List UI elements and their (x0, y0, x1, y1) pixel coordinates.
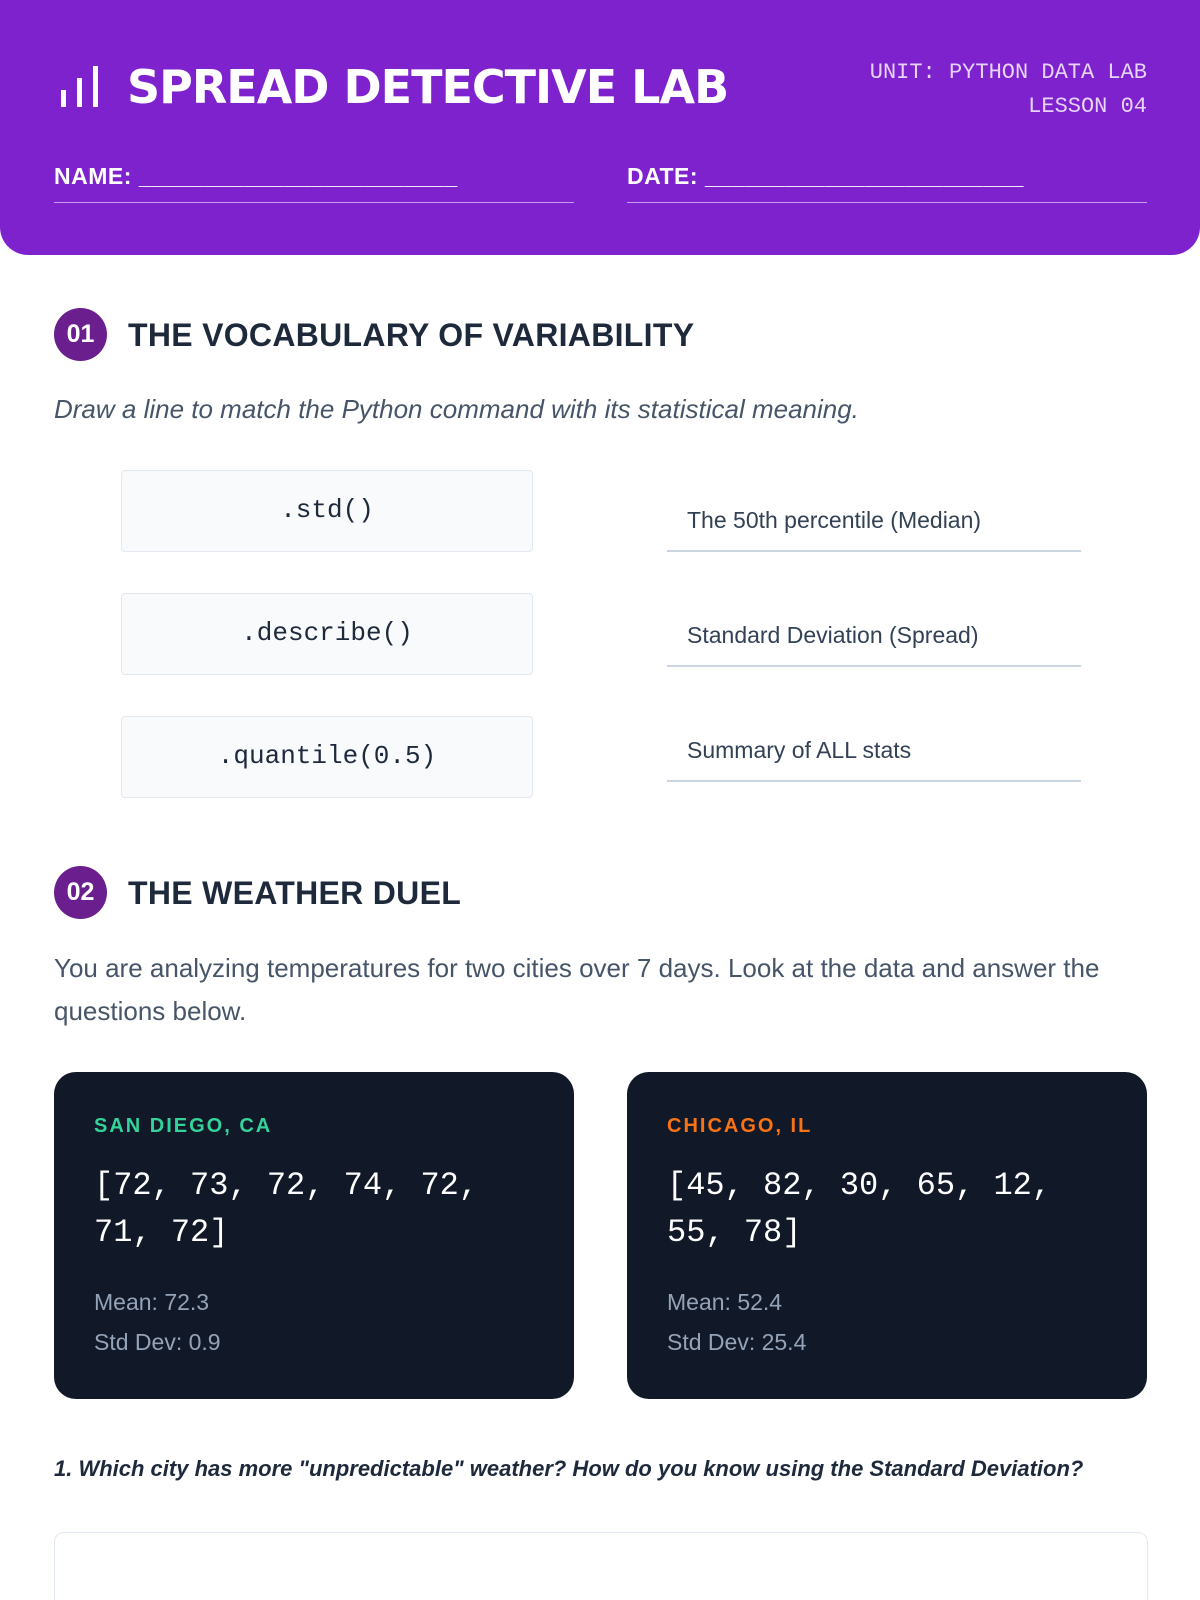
temperature-data-line: [72, 73, 72, 74, 72, (94, 1167, 479, 1204)
unit-info (870, 56, 1147, 124)
worksheet-header (0, 0, 1200, 255)
name-field-label: NAME: ________________________ (54, 163, 458, 189)
city-name: CHICAGO, IL (667, 1115, 813, 1137)
section-title: THE WEATHER DUEL (128, 875, 462, 911)
temperature-data-line: 71, 72] (94, 1214, 229, 1251)
date-field-label: DATE: ________________________ (627, 163, 1024, 189)
section-title: THE VOCABULARY OF VARIABILITY (128, 317, 695, 353)
bar-chart-icon (58, 62, 102, 110)
city-card-chicago (627, 1072, 1147, 1399)
section-number-badge: 02 (54, 866, 107, 919)
temperature-data-line: 55, 78] (667, 1214, 802, 1251)
city-card-san-diego (54, 1072, 574, 1399)
name-field[interactable] (54, 160, 574, 203)
mean-stat: Mean: 52.4 (667, 1289, 783, 1315)
std-dev-stat: Std Dev: 0.9 (94, 1329, 221, 1355)
date-field[interactable] (627, 160, 1147, 203)
definition-std-dev[interactable]: Standard Deviation (Spread) (667, 617, 1081, 667)
lesson-label: LESSON 04 (1028, 94, 1147, 119)
std-dev-stat: Std Dev: 25.4 (667, 1329, 807, 1355)
definition-summary[interactable]: Summary of ALL stats (667, 732, 1081, 782)
unit-label: UNIT: PYTHON DATA LAB (869, 60, 1147, 85)
section-intro: You are analyzing temperatures for two cities over 7 days. Look at the data and answer the questions below. (54, 953, 1100, 1026)
command-box-std[interactable]: .std() (121, 470, 533, 552)
question-1: 1. Which city has more "unpredictable" weather? How do you know using the Standard Deviation? (54, 1456, 1084, 1481)
command-box-describe[interactable]: .describe() (121, 593, 533, 675)
answer-box[interactable] (54, 1532, 1148, 1600)
worksheet-title: SPREAD DETECTIVE LAB (127, 60, 729, 114)
definition-median[interactable]: The 50th percentile (Median) (667, 502, 1081, 552)
city-name: SAN DIEGO, CA (94, 1115, 273, 1137)
temperature-data-line: [45, 82, 30, 65, 12, (667, 1167, 1052, 1204)
section-instruction: Draw a line to match the Python command with its statistical meaning. (54, 394, 859, 424)
temperature-data (667, 1162, 1117, 1256)
temperature-data (94, 1162, 544, 1256)
mean-stat: Mean: 72.3 (94, 1289, 210, 1315)
section-number-badge: 01 (54, 308, 107, 361)
command-box-quantile[interactable]: .quantile(0.5) (121, 716, 533, 798)
